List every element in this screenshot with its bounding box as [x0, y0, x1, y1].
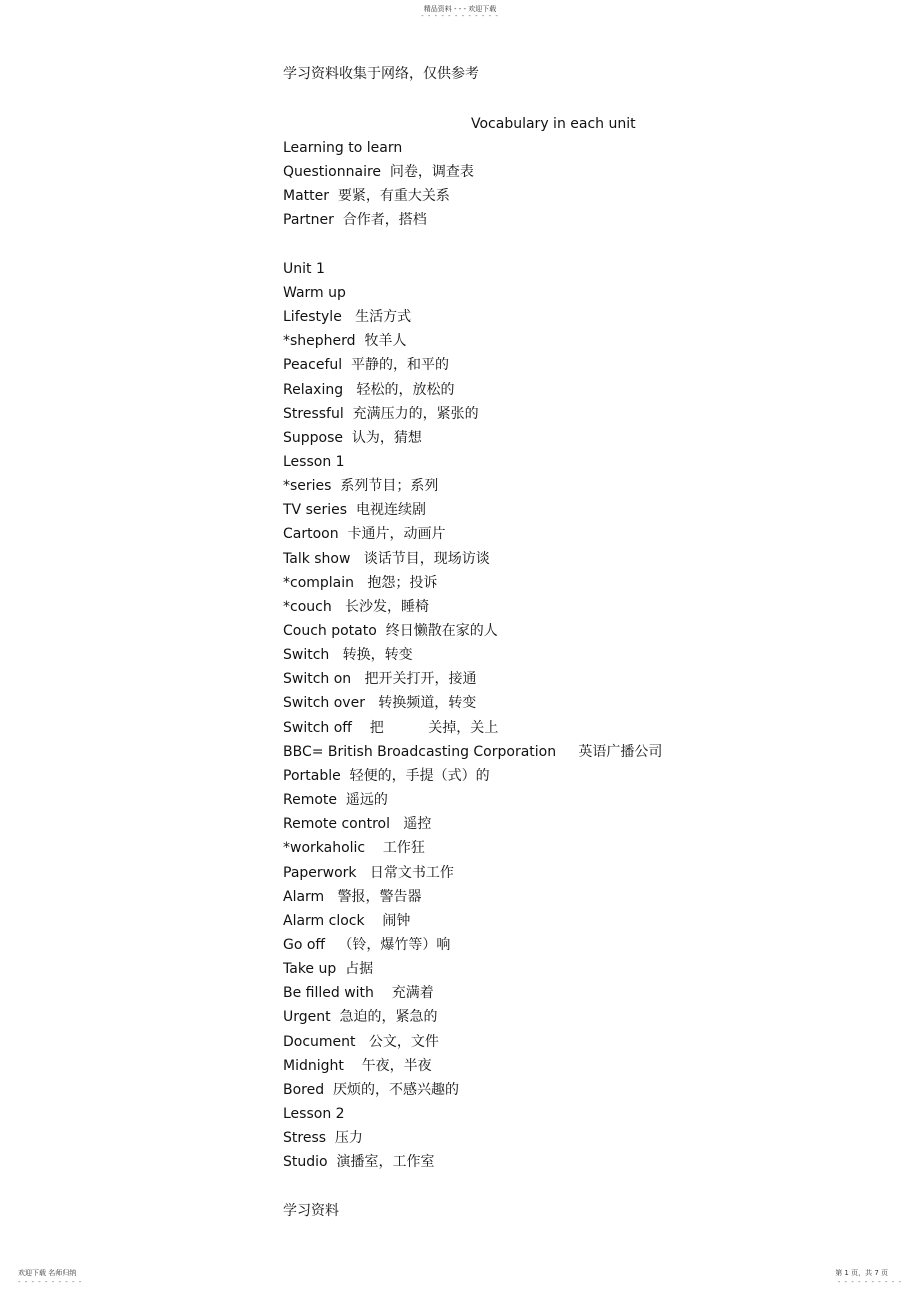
- footer-dots-left: - - - - - - - - - -: [18, 1278, 83, 1286]
- vocab-line: Alarm clock 闹钟: [283, 912, 411, 929]
- vocab-line: Couch potato 终日懒散在家的人: [283, 623, 498, 639]
- vocab-line: Paperwork 日常文书工作: [283, 864, 454, 881]
- vocab-line: Unit 1: [283, 260, 325, 277]
- vocab-line: Switch 转换，转变: [283, 647, 413, 664]
- vocab-line: *series 系列节目；系列: [283, 478, 439, 495]
- vocab-line: *shepherd 牧羊人: [283, 333, 407, 350]
- vocab-line: Relaxing 轻松的，放松的: [283, 381, 455, 398]
- vocab-line: Urgent 急迫的，紧急的: [283, 1009, 438, 1026]
- vocab-line: Switch off 把 关掉，关上: [283, 719, 499, 736]
- page-number: 第 1 页，共 7 页: [835, 1269, 888, 1277]
- vocab-line: Be filled with 充满着: [283, 985, 434, 1002]
- vocab-line: Document 公文，文件: [283, 1033, 439, 1050]
- vocab-line: Learning to learn: [283, 140, 403, 156]
- page-header: 精品资料 - - - 欢迎下载: [423, 5, 497, 13]
- header-dots: - - - - - - - - - - - -: [421, 12, 499, 20]
- vocab-line: Matter 要紧，有重大关系: [283, 188, 450, 205]
- vocab-line: Alarm 警报，警告器: [283, 888, 422, 905]
- vocab-line: Midnight 午夜，半夜: [283, 1057, 432, 1074]
- footer-dots-right: - - - - - - - - - -: [837, 1278, 902, 1286]
- vocab-line: Bored 厌烦的，不感兴趣的: [283, 1081, 460, 1098]
- vocab-line: Suppose 认为，猜想: [283, 429, 422, 446]
- vocab-line: Remote 遥远的: [283, 792, 388, 809]
- vocab-line: Warm up: [283, 284, 346, 301]
- vocab-line: Questionnaire 问卷，调查表: [283, 164, 474, 181]
- vocab-line: Go off （铃，爆竹等）响: [283, 936, 451, 953]
- vocab-line: 学习资料: [283, 1202, 339, 1219]
- vocab-line: Remote control 遥控: [283, 816, 432, 833]
- vocab-line: Peaceful 平静的，和平的: [283, 357, 450, 374]
- vocab-line: Stress 压力: [283, 1130, 363, 1147]
- vocab-line: Stressful 充满压力的，紧张的: [283, 405, 479, 422]
- vocab-line: Portable 轻便的，手提（式）的: [283, 767, 490, 784]
- vocab-line: *workaholic 工作狂: [283, 840, 425, 857]
- vocab-line: Take up 占据: [283, 961, 374, 978]
- vocab-line: Talk show 谈话节目，现场访谈: [283, 550, 490, 567]
- vocab-line: TV series 电视连续剧: [283, 502, 426, 519]
- vocab-line: Switch on 把开关打开，接通: [283, 671, 477, 688]
- vocab-line: Partner 合作者，搭档: [283, 212, 427, 229]
- vocab-line: *couch 长沙发，睡椅: [283, 598, 430, 615]
- vocab-line: Cartoon 卡通片，动画片: [283, 526, 446, 543]
- vocab-line: *complain 抱怨；投诉: [283, 574, 438, 591]
- vocab-line: Lesson 2: [283, 1106, 345, 1122]
- vocab-line: Studio 演播室，工作室: [283, 1154, 435, 1171]
- document-title: Vocabulary in each unit: [471, 116, 636, 132]
- footer-left: 欢迎下载 名师归纳: [18, 1269, 77, 1277]
- vocab-line: BBC= British Broadcasting Corporation 英语广播公司: [283, 743, 663, 760]
- vocab-line: Lesson 1: [283, 453, 345, 470]
- intro-line: 学习资料收集于网络，仅供参考: [283, 66, 479, 82]
- vocab-line: Lifestyle 生活方式: [283, 309, 412, 326]
- vocab-line: Switch over 转换频道，转变: [283, 695, 477, 712]
